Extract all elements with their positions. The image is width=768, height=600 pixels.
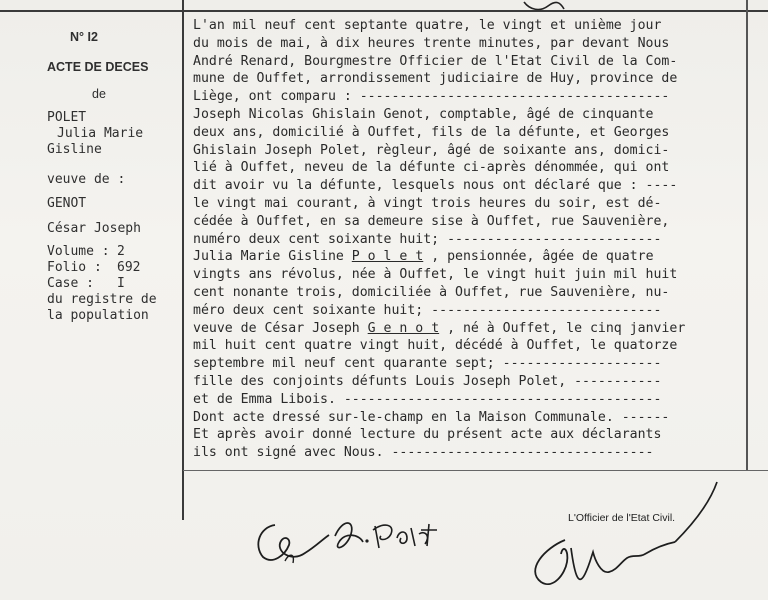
text-line: L'an mil neuf cent septante quatre, le vingt et unième jour — [193, 18, 662, 33]
deceased-surname-underlined: P o l e t — [351, 249, 424, 265]
volume-label: Volume : — [47, 244, 110, 259]
deceased-given-names-2: Gisline — [47, 142, 102, 157]
officer-label: L'Officier de l'Etat Civil. — [568, 512, 676, 524]
folio-value: 692 — [117, 260, 141, 275]
text-line: mil huit cent quatre vingt huit, décédé à Ouffet, le quatorze — [193, 338, 678, 354]
deceased-surname: POLET — [47, 110, 87, 125]
text-line: deux ans, domicilié à Ouffet, fils de la défunte, et Georges — [193, 124, 670, 140]
text-segment: , pensionnée, âgée de quatre — [423, 249, 654, 265]
text-line: dit avoir vu la défunte, lesquels nous ont déclaré que : ---- — [193, 178, 678, 194]
act-title: ACTE DE DECES — [47, 60, 149, 74]
text-line: Joseph Nicolas Ghislain Genot, comptable, âgé de cinquante — [193, 106, 654, 122]
text-line: et de Emma Libois. ---------------------------------------- — [193, 391, 662, 407]
text-line: lié à Ouffet, neveu de la défunte ci-après dénommée, qui ont — [193, 160, 670, 176]
text-line: du mois de mai, à dix heures trente minutes, par devant Nous — [193, 35, 670, 51]
case-label: Case : — [47, 276, 94, 291]
text-line: Et après avoir donné lecture du présent acte aux déclarants — [193, 427, 662, 443]
spouse-surname: GENOT — [47, 196, 87, 211]
widow-of-label: veuve de : — [47, 172, 126, 187]
cropped-signature-top — [520, 0, 580, 14]
text-line: le vingt mai courant, à vingt trois heures du soir, est dé- — [193, 195, 662, 211]
text-segment: , né à Ouffet, le cinq janvier — [439, 320, 686, 336]
text-line: Ghislain Joseph Polet, règleur, âgé de soixante ans, domici- — [193, 142, 670, 158]
signature-area-top-rule — [183, 470, 768, 471]
text-line: ils ont signé avec Nous. --------------------------------- — [193, 445, 654, 461]
text-line — [193, 248, 753, 266]
text-line: Dont acte dressé sur-le-champ en la Maison Communale. ------ — [193, 409, 670, 425]
volume-value: 2 — [117, 244, 125, 259]
declarant-signature-polet — [325, 508, 455, 568]
deceased-given-names-1: Julia Marie — [57, 126, 144, 141]
text-line: fille des conjoints défunts Louis Joseph Polet, ----------- — [193, 373, 662, 389]
case-value: I — [117, 276, 125, 291]
spouse-given-names: César Joseph — [47, 221, 141, 236]
text-segment: Julia Marie Gisline — [193, 249, 352, 265]
text-line: Liège, ont comparu : --------------------------------------- — [193, 89, 670, 105]
text-line: cent nonante trois, domiciliée à Ouffet, rue Sauvenière, nu- — [193, 284, 670, 300]
text-line: vingts ans révolus, née à Ouffet, le vingt huit juin mil huit — [193, 267, 678, 283]
text-line: numéro deux cent soixante huit; --------------------------- — [193, 231, 662, 247]
text-segment: veuve de César Joseph — [193, 320, 368, 336]
act-title-de: de — [92, 87, 106, 101]
officer-signature — [505, 478, 725, 596]
text-line — [193, 320, 753, 338]
folio-label: Folio : — [47, 260, 102, 275]
margin-column — [0, 0, 183, 520]
text-line: André Renard, Bourgmestre Officier de l'Etat Civil de la Com- — [193, 53, 678, 69]
act-number: N° I2 — [70, 30, 98, 44]
registry-line-2: la population — [47, 308, 149, 323]
act-body — [193, 17, 753, 462]
text-line: méro deux cent soixante huit; ----------------------------- — [193, 302, 662, 318]
text-line: mune de Ouffet, arrondissement judiciaire de Huy, province de — [193, 71, 678, 87]
text-line: cédée à Ouffet, en sa demeure sise à Ouffet, rue Sauvenière, — [193, 213, 670, 229]
text-line: septembre mil neuf cent quarante sept; -------------------- — [193, 356, 662, 372]
spouse-surname-underlined: G e n o t — [367, 320, 440, 336]
registry-line-1: du registre de — [47, 292, 157, 307]
